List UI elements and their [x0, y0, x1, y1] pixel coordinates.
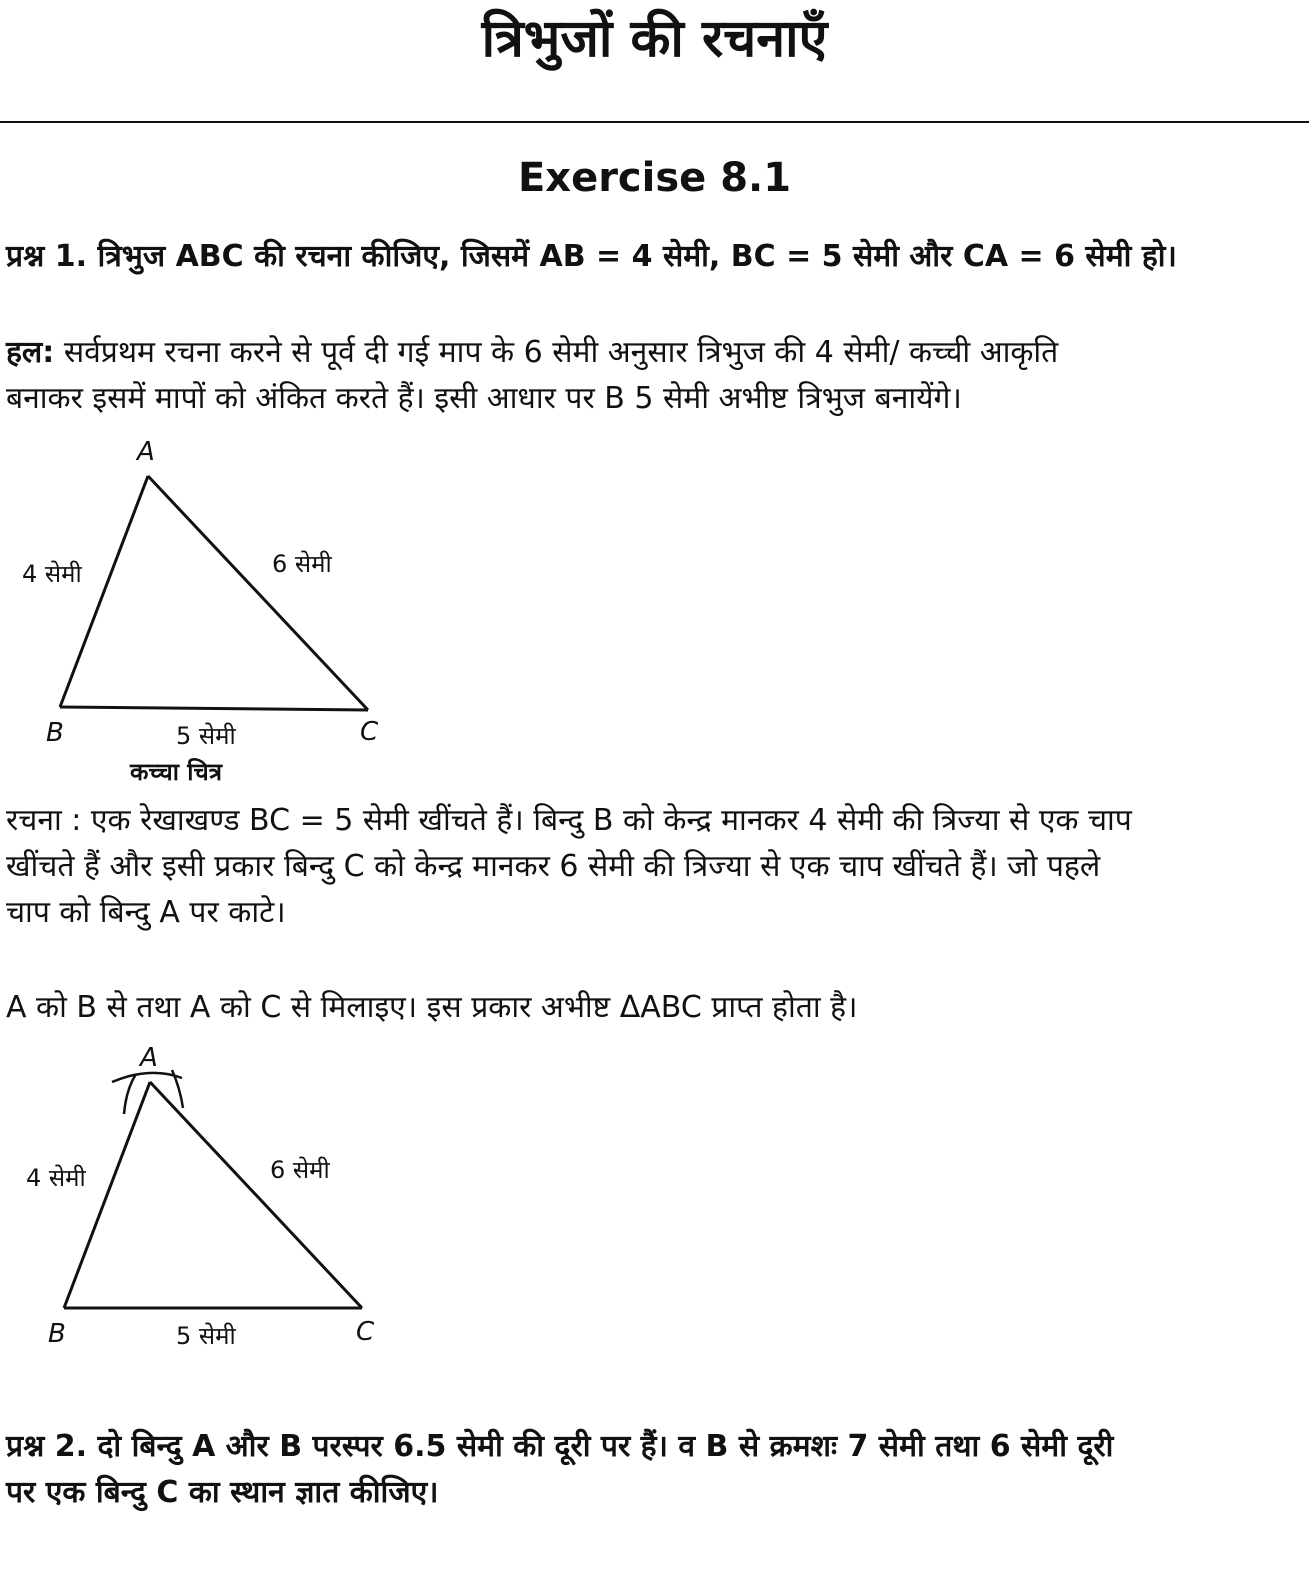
- exercise-heading: Exercise 8.1: [517, 155, 792, 201]
- side-ab-line: [60, 476, 148, 707]
- rough-sketch-figure: [0, 430, 420, 794]
- solution-text-1: सर्वप्रथम रचना करने से पूर्व दी गई माप के 6 सेमी अनुसार त्रिभुज की 4 सेमी/ कच्ची आकृति: [63, 335, 1059, 370]
- solution-line-2: बनाकर इसमें मापों को अंकित करते हैं। इसी आधार पर B 5 सेमी अभीष्ट त्रिभुज बनायेंगे।: [6, 381, 962, 416]
- join-line: A को B से तथा A को C से मिलाइए। इस प्रकार अभीष्ट ΔABC प्राप्त होता है।: [6, 990, 858, 1025]
- construction-svg: [0, 1040, 420, 1370]
- side-ab-label: 4 सेमी: [26, 1164, 86, 1192]
- vertex-c-label: C: [360, 717, 379, 747]
- side-ca-label: 6 सेमी: [270, 1156, 330, 1184]
- vertex-b-label: B: [46, 718, 64, 748]
- construction-line-2: खींचते हैं और इसी प्रकार बिन्दु C को केन्द्र मानकर 6 सेमी की त्रिज्या से एक चाप खींचते हैं। जो पहले: [6, 849, 1101, 884]
- title-divider: [0, 121, 1309, 123]
- rough-sketch-svg: [0, 430, 420, 790]
- solution-line-1: [6, 330, 1301, 376]
- arc-from-b-left: [124, 1074, 136, 1114]
- solution-label: हल:: [6, 335, 55, 370]
- arc-from-b: [112, 1073, 182, 1082]
- vertex-c-label: C: [356, 1317, 375, 1347]
- figure-caption: कच्चा चित्र: [130, 758, 222, 786]
- construction-line-3: चाप को बिन्दु A पर काटे।: [6, 895, 286, 930]
- page-title: त्रिभुजों की रचनाएँ: [481, 9, 828, 69]
- side-ca-label: 6 सेमी: [272, 550, 332, 578]
- side-ab-label: 4 सेमी: [22, 560, 82, 588]
- side-bc-label: 5 सेमी: [176, 1322, 236, 1350]
- side-ca-line: [150, 1082, 362, 1308]
- construction-line-1: रचना : एक रेखाखण्ड BC = 5 सेमी खींचते हैं। बिन्दु B को केन्द्र मानकर 4 सेमी की त्रिज्या से एक चाप: [6, 803, 1132, 838]
- vertex-a-label: A: [140, 1043, 158, 1073]
- side-bc-line: [60, 707, 368, 710]
- side-ca-line: [148, 476, 368, 710]
- question-2-line-2: पर एक बिन्दु C का स्थान ज्ञात कीजिए।: [6, 1475, 439, 1510]
- construction-figure: [0, 1040, 420, 1374]
- question-1: प्रश्न 1. त्रिभुज ABC की रचना कीजिए, जिसमें AB = 4 सेमी, BC = 5 सेमी और CA = 6 सेमी हो।: [6, 239, 1177, 274]
- question-2-line-1: प्रश्न 2. दो बिन्दु A और B परस्पर 6.5 सेमी की दूरी पर हैं। व B से क्रमशः 7 सेमी तथा 6 सेमी दूरी: [6, 1429, 1114, 1464]
- vertex-b-label: B: [48, 1319, 66, 1349]
- side-bc-label: 5 सेमी: [176, 722, 236, 750]
- vertex-a-label: A: [137, 437, 155, 467]
- side-ab-line: [64, 1082, 150, 1308]
